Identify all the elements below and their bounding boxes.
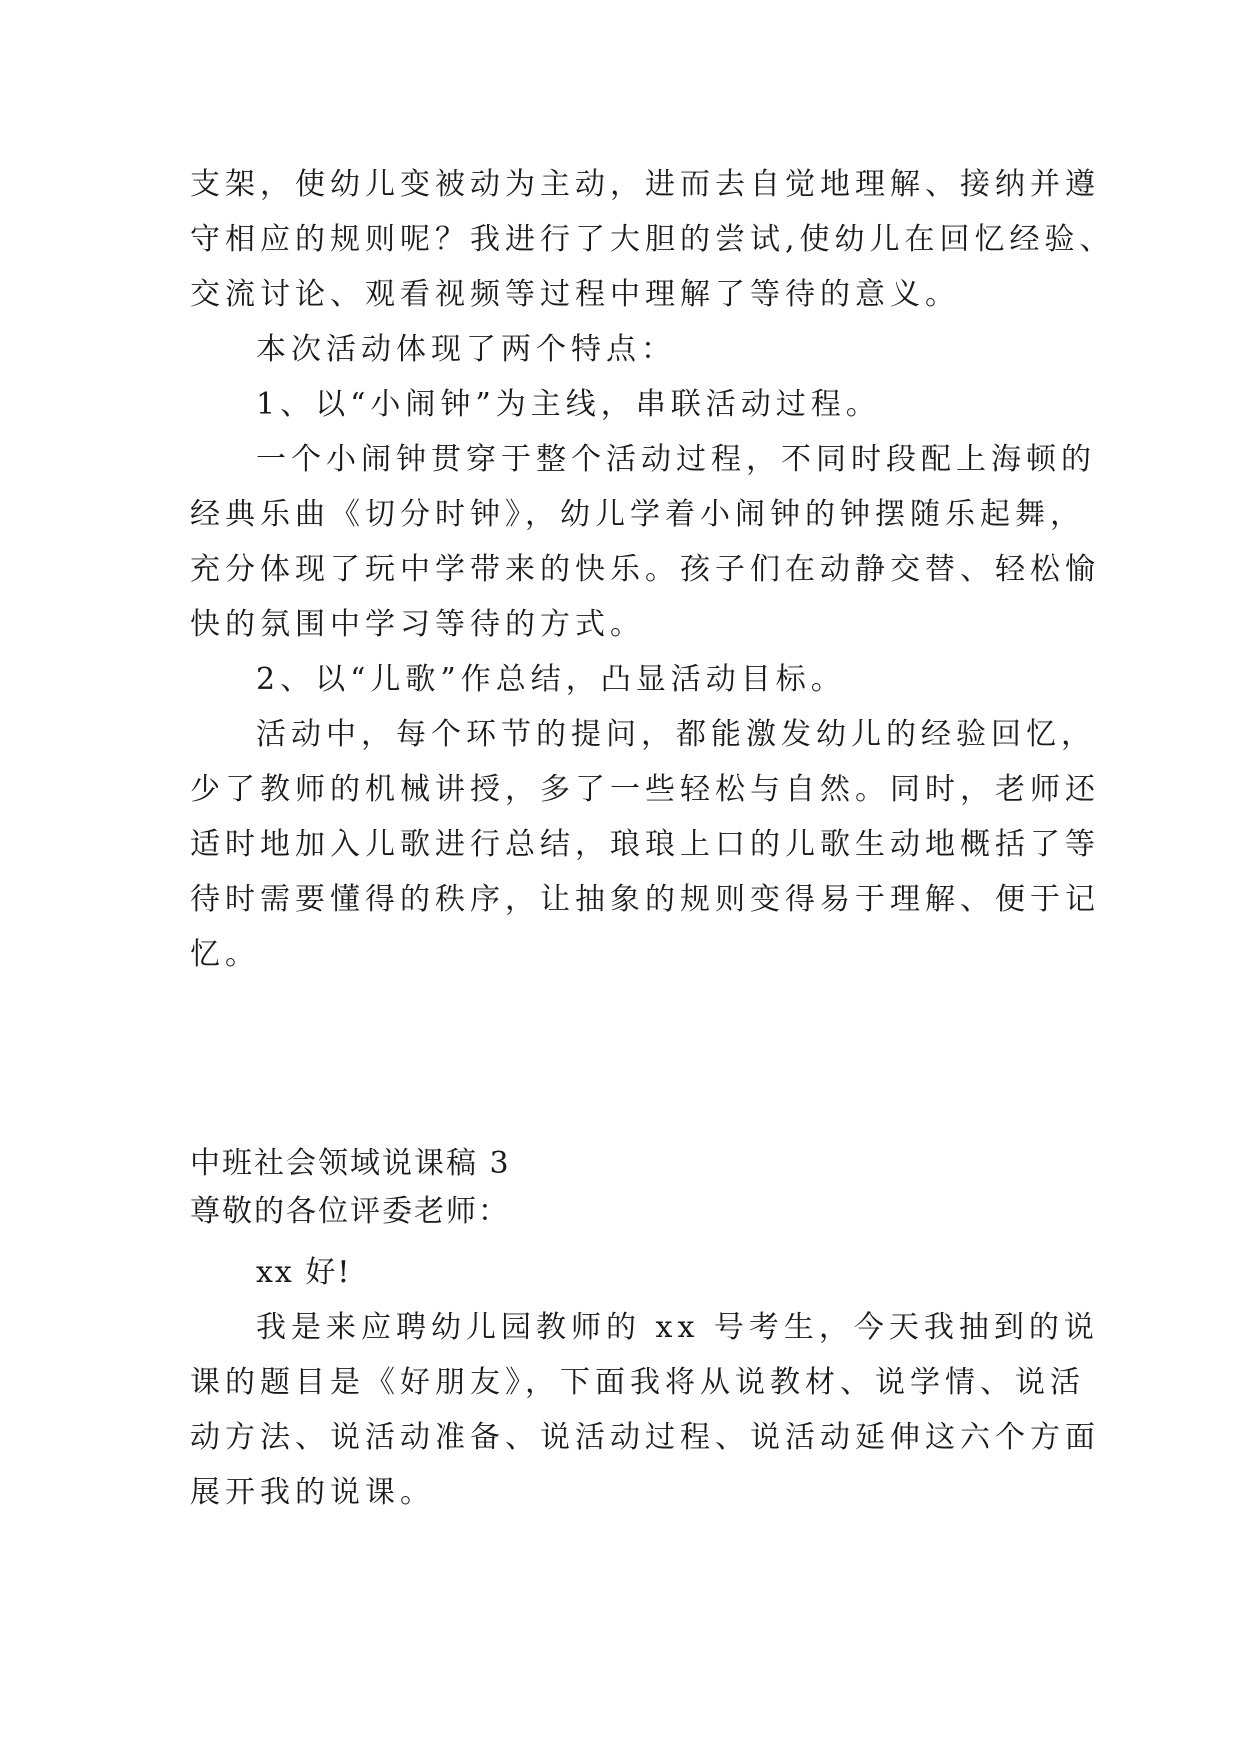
paragraph-line: 课的题目是《好朋友》，下面我将从说教材、说学情、说活 <box>190 1365 1085 1400</box>
greeting: xx 好! <box>256 1255 352 1290</box>
paragraph-line: 忆。 <box>190 937 260 972</box>
section-continued-text <box>190 157 1115 982</box>
paragraph-line: 活动中，每个环节的提问，都能激发幼儿的经验回忆， <box>256 717 1096 752</box>
paragraph-line: 动方法、说活动准备、说活动过程、说活动延伸这六个方面 <box>190 1420 1100 1455</box>
paragraph-line: 一个小闹钟贯穿于整个活动过程，不同时段配上海顿的 <box>256 442 1096 477</box>
paragraph-line: 交流讨论、观看视频等过程中理解了等待的意义。 <box>190 277 960 312</box>
paragraph-line: 充分体现了玩中学带来的快乐。孩子们在动静交替、轻松愉 <box>190 552 1100 587</box>
paragraph-line: 守相应的规则呢？我进行了大胆的尝试,使幼儿在回忆经验、 <box>190 222 1115 257</box>
paragraph-line: 适时地加入儿歌进行总结，琅琅上口的儿歌生动地概括了等 <box>190 827 1100 862</box>
paragraph-line: 经典乐曲《切分时钟》，幼儿学着小闹钟的钟摆随乐起舞， <box>190 497 1085 532</box>
section-title: 中班社会领域说课稿 3 <box>190 1146 511 1181</box>
section-header <box>190 1140 1070 1236</box>
paragraph-line: 待时需要懂得的秩序，让抽象的规则变得易于理解、便于记 <box>190 882 1100 917</box>
section-body-text <box>190 1245 1100 1520</box>
paragraph-line: 支架，使幼儿变被动为主动，进而去自觉地理解、接纳并遵 <box>190 167 1100 202</box>
paragraph-line: 本次活动体现了两个特点： <box>256 332 676 367</box>
paragraph-line: 我是来应聘幼儿园教师的 xx 号考生，今天我抽到的说 <box>256 1310 1099 1345</box>
paragraph-line: 展开我的说课。 <box>190 1475 435 1510</box>
salutation: 尊敬的各位评委老师： <box>190 1194 510 1229</box>
paragraph-line: 快的氛围中学习等待的方式。 <box>190 607 645 642</box>
paragraph-line: 少了教师的机械讲授，多了一些轻松与自然。同时，老师还 <box>190 772 1100 807</box>
paragraph-line: 1、以“小闹钟”为主线，串联活动过程。 <box>256 387 881 422</box>
paragraph-line: 2、以“儿歌”作总结，凸显活动目标。 <box>256 662 846 697</box>
